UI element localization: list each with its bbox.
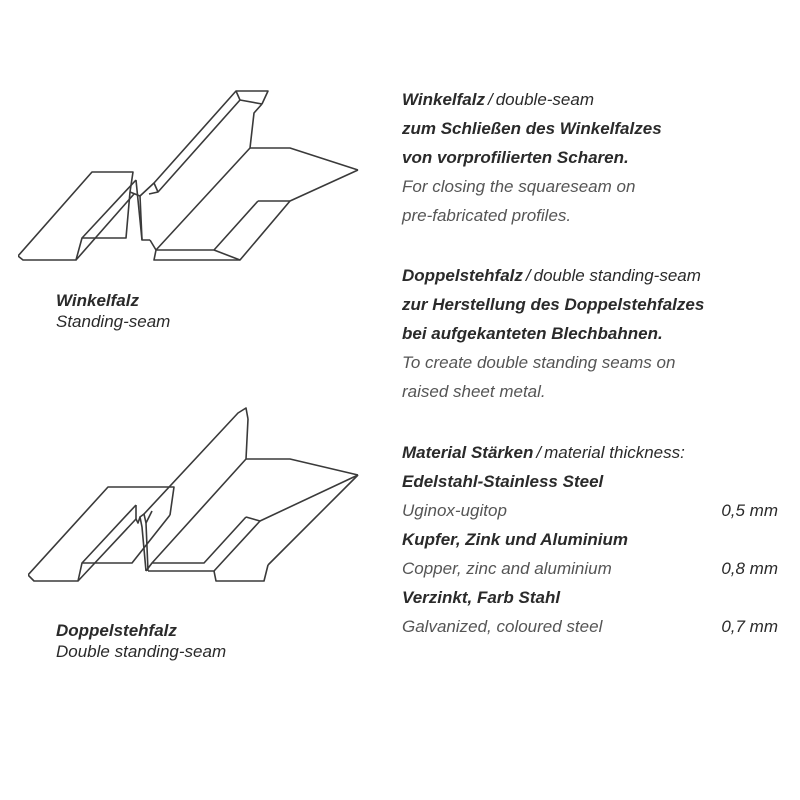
section-doppelstehfalz-de-line-2: bei aufgekanteten Blechbahnen. — [402, 324, 663, 343]
material-name-de: Verzinkt, Farb Stahl — [402, 588, 561, 607]
section-doppelstehfalz-title: Doppelstehfalz — [402, 266, 523, 285]
material-row — [402, 496, 792, 525]
section-doppelstehfalz-de-line-1: zur Herstellung des Doppelstehfalzes — [402, 295, 705, 314]
material-name-en: Galvanized, coloured steel — [402, 617, 603, 636]
section-winkelfalz-de-line-1: zum Schließen des Winkelfalzes — [402, 119, 662, 138]
material-name-de: Kupfer, Zink und Aluminium — [402, 530, 629, 549]
section-doppelstehfalz-en-line-1: To create double standing seams on — [402, 353, 676, 372]
doppelstehfalz-caption — [56, 620, 226, 662]
section-material-thickness — [402, 438, 792, 641]
material-row — [402, 612, 792, 641]
doppelstehfalz-drawing — [28, 405, 368, 587]
winkelfalz-drawing — [18, 88, 368, 268]
doppelstehfalz-caption-title: Doppelstehfalz — [56, 621, 177, 640]
section-material-title: Material Stärken — [402, 443, 534, 462]
material-name-de: Edelstahl-Stainless Steel — [402, 472, 604, 491]
material-thickness-value: 0,7 mm — [721, 617, 778, 636]
section-winkelfalz-en-line-1: For closing the squareseam on — [402, 177, 636, 196]
material-name-en: Uginox-ugitop — [402, 501, 507, 520]
section-winkelfalz-title-en: double-seam — [495, 90, 594, 109]
material-row — [402, 554, 792, 583]
section-winkelfalz-en-line-2: pre-fabricated profiles. — [402, 206, 572, 225]
section-winkelfalz-de-line-2: von vorprofilierten Scharen. — [402, 148, 629, 167]
winkelfalz-caption-subtitle: Standing-seam — [56, 312, 171, 331]
section-winkelfalz — [402, 85, 792, 230]
doppelstehfalz-caption-subtitle: Double standing-seam — [56, 642, 227, 661]
section-winkelfalz-title: Winkelfalz — [402, 90, 485, 109]
slash-separator: / — [525, 266, 531, 285]
section-material-heading — [402, 438, 792, 467]
section-winkelfalz-heading — [402, 85, 792, 114]
material-thickness-value: 0,5 mm — [721, 501, 778, 520]
section-material-title-en: material thickness: — [544, 443, 685, 462]
section-doppelstehfalz — [402, 261, 792, 406]
winkelfalz-illustration — [18, 88, 368, 268]
material-name-en: Copper, zinc and aluminium — [402, 559, 612, 578]
winkelfalz-caption — [56, 290, 170, 332]
doppelstehfalz-illustration — [28, 405, 368, 587]
material-thickness-value: 0,8 mm — [721, 559, 778, 578]
winkelfalz-caption-title: Winkelfalz — [56, 291, 139, 310]
slash-separator: / — [487, 90, 493, 109]
slash-separator: / — [536, 443, 542, 462]
section-doppelstehfalz-en-line-2: raised sheet metal. — [402, 382, 546, 401]
section-doppelstehfalz-heading — [402, 261, 792, 290]
section-doppelstehfalz-title-en: double standing-seam — [533, 266, 701, 285]
